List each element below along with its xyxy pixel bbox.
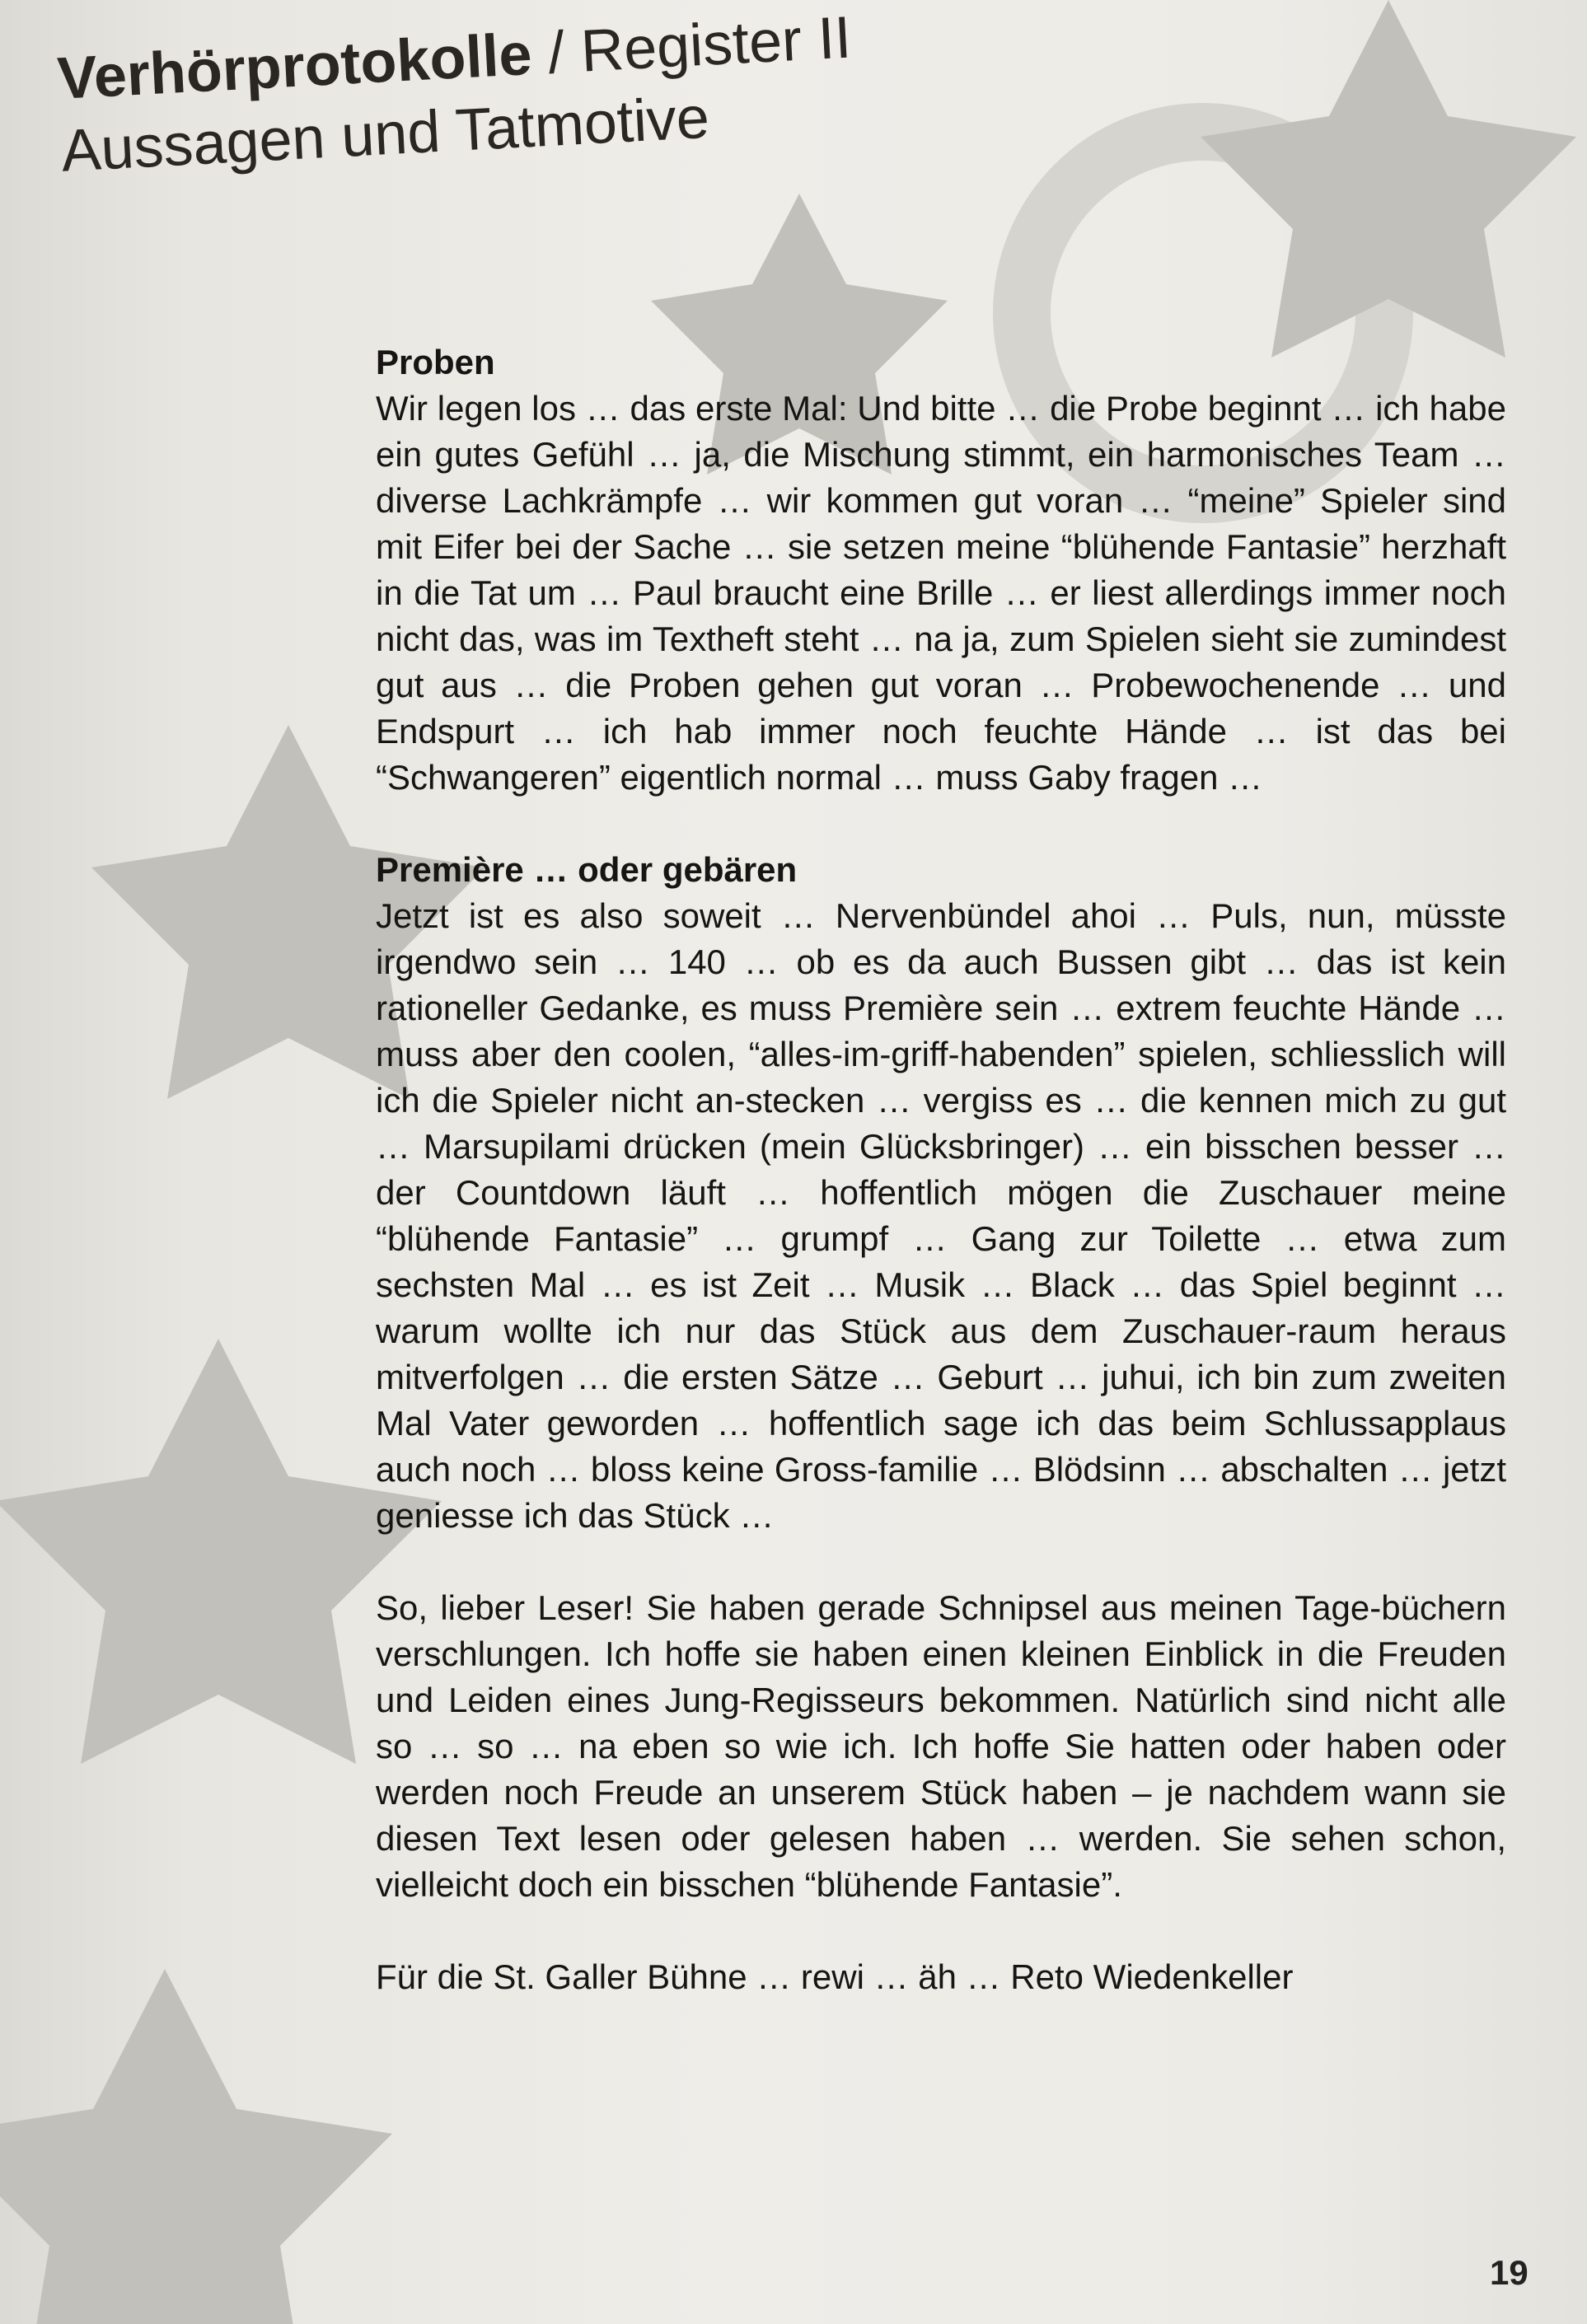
title-bold-part: Verhörprotokolle <box>55 21 534 112</box>
title-regular-part: / Register II <box>530 4 853 87</box>
section-text-premiere: Jetzt ist es also soweit … Nervenbündel ahoi … Puls, nun, müsste irgendwo sein … 140 … ob es da auch Bussen gibt … das ist kein rationeller Gedanke, es muss Première sein … extrem feuchte Hände … muss aber den coolen, “alles-im-griff-habenden” spielen, schliesslich will ich die Spieler nicht an-stecken … vergiss es … die kennen mich zu gut … Marsupilami drücken (mein Glücksbringer) … ein bisschen besser … der Countdown läuft … hoffentlich mögen die Zuschauer meine “blühende Fantasie” … grumpf … Gang zur Toilette … etwa zum sechsten Mal … es ist Zeit … Musik … Black … das Spiel beginnt … warum wollte ich nur das Stück aus dem Zuschauer-raum heraus mitverfolgen … die ersten Sätze … Geburt … juhui, ich bin zum zweiten Mal Vater geworden … hoffentlich sage ich das beim Schlussapplaus auch noch … bloss keine Gross-familie … Blödsinn … abschalten … jetzt geniesse ich das Stück … <box>376 896 1506 1535</box>
section-heading-proben: Proben <box>376 343 495 381</box>
section-heading-premiere: Première … oder gebären <box>376 850 798 889</box>
paragraph-gap <box>376 801 1506 847</box>
paragraph-gap <box>376 1539 1506 1585</box>
closing-paragraph: So, lieber Leser! Sie haben gerade Schnipsel aus meinen Tage-büchern verschlungen. Ich hoffe sie haben einen kleinen Einblick in die Freuden und Leiden eines Jung-Regisseurs bekommen. Natürlich sind nicht alle so … so … na eben so wie ich. Ich hoffe Sie hatten oder haben oder werden noch Freude an unserem Stück haben – je nachdem wann sie diesen Text lesen oder gelesen haben … werden. Sie sehen schon, vielleicht doch ein bisschen “blühende Fantasie”. <box>376 1588 1506 1904</box>
signature: Für die St. Galler Bühne … rewi … äh … Reto Wiedenkeller <box>376 1957 1294 1996</box>
page-subtitle: Aussagen und Tatmotive <box>59 84 711 185</box>
star-icon <box>0 1969 392 2324</box>
section-text-proben: Wir legen los … das erste Mal: Und bitte … die Probe beginnt … ich habe ein gutes Gefühl … ja, die Mischung stimmt, ein harmonisches Team … diverse Lachkrämpfe … wir kommen gut voran … “meine” Spieler sind mit Eifer bei der Sache … sie setzen meine “blühende Fantasie” herzhaft in die Tat um … Paul braucht eine Brille … er liest allerdings immer noch nicht das, was im Textheft steht … na ja, zum Spielen sieht sie zumindest gut aus … die Proben gehen gut voran … Probewochenende … und Endspurt … ich hab immer noch feuchte Hände … ist das bei “Schwangeren” eigentlich normal … muss Gaby fragen … <box>376 389 1506 797</box>
paragraph-gap <box>376 1908 1506 1954</box>
page-number: 19 <box>1490 2253 1528 2292</box>
article-body <box>376 339 1506 2000</box>
